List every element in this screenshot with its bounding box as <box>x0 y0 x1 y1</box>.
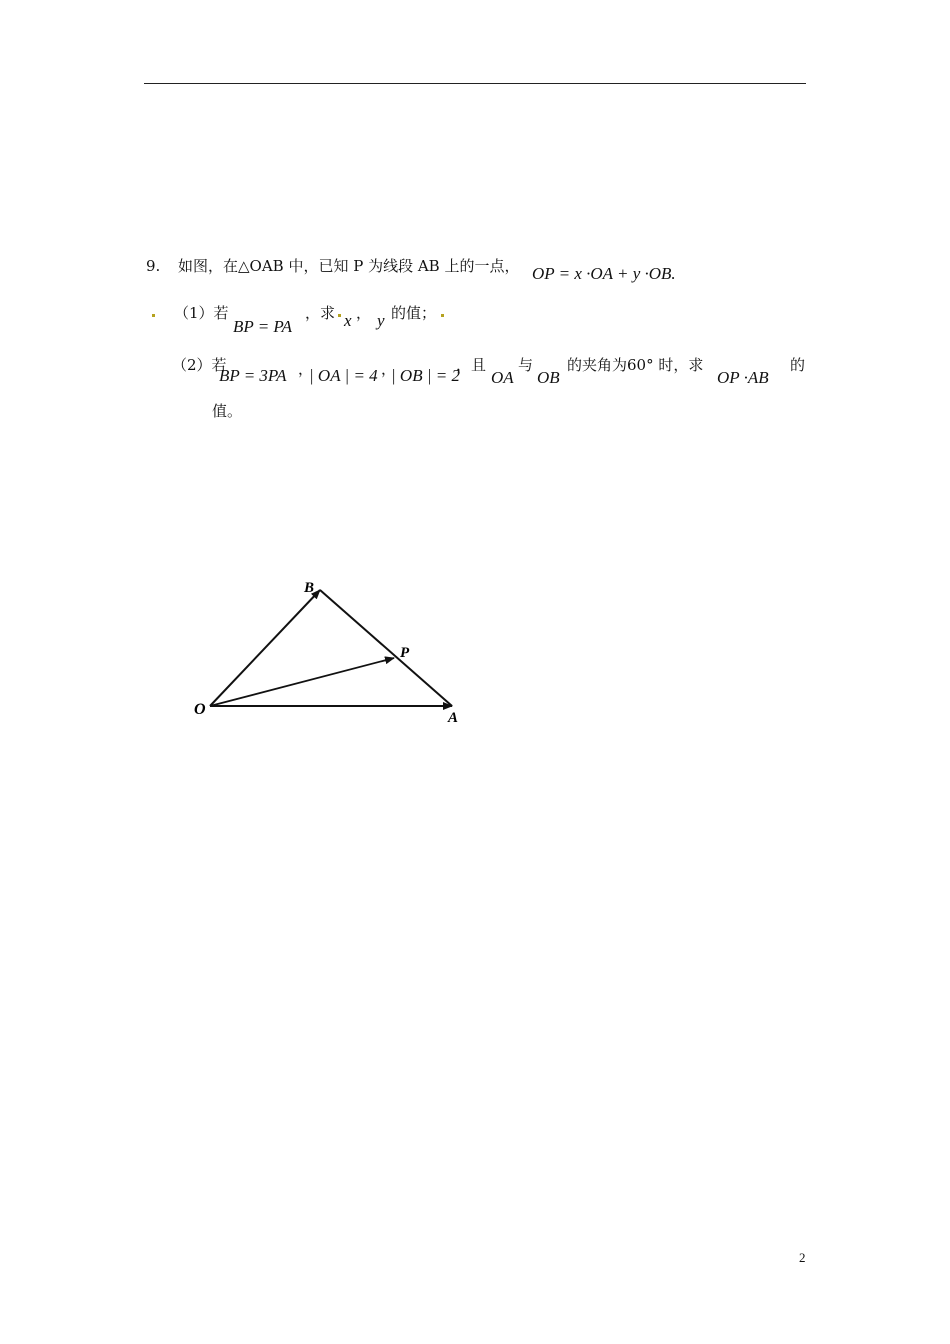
vector-ob: OB <box>537 368 560 387</box>
part1-comma2: ， <box>356 304 372 322</box>
part1-comma: ，求 <box>305 304 336 322</box>
part1-label: （1）若 <box>174 304 229 322</box>
part2-tail2: 值。 <box>212 402 243 420</box>
label-b: B <box>304 580 315 596</box>
part2-sep2: ， <box>381 360 397 378</box>
part2-with: 与 <box>518 356 534 374</box>
part2-label: （2）若 <box>172 356 227 374</box>
part2-cond3: | OB | = 2 <box>391 366 460 385</box>
stem-formula: OP = x ·OA + y ·OB. <box>532 264 676 283</box>
mark-dot <box>152 314 155 317</box>
part2-cond1: BP = 3PA <box>219 366 287 385</box>
page-number: 2 <box>799 1250 806 1265</box>
label-o: O <box>194 701 206 718</box>
triangle-figure <box>186 570 476 750</box>
part2-cond2: | OA | = 4 <box>309 366 378 385</box>
header-rule <box>144 83 806 84</box>
mark-dot <box>441 314 444 317</box>
vector-op-arrow <box>210 658 394 706</box>
vector-ob-arrow <box>210 590 320 706</box>
part2-expression: OP ·AB <box>717 368 769 387</box>
var-x: x <box>344 311 352 330</box>
part2-angle-text: 的夹角为60° 时，求 <box>567 356 704 374</box>
part1-condition: BP = PA <box>233 317 293 336</box>
part2-tail: 的 <box>790 356 806 374</box>
line-ab <box>320 590 452 706</box>
problem-stem: 如图，在△OAB 中，已知 P 为线段 AB 上的一点， <box>178 257 520 275</box>
var-y: y <box>377 311 385 330</box>
problem-number: 9. <box>146 257 161 275</box>
label-a: A <box>448 710 459 726</box>
part2-and: ，且 <box>456 356 487 374</box>
label-p: P <box>400 645 410 661</box>
vector-oa: OA <box>491 368 514 387</box>
part2-sep1: ， <box>298 360 314 378</box>
mark-dot <box>338 314 341 317</box>
part1-ask: 的值； <box>391 304 437 322</box>
